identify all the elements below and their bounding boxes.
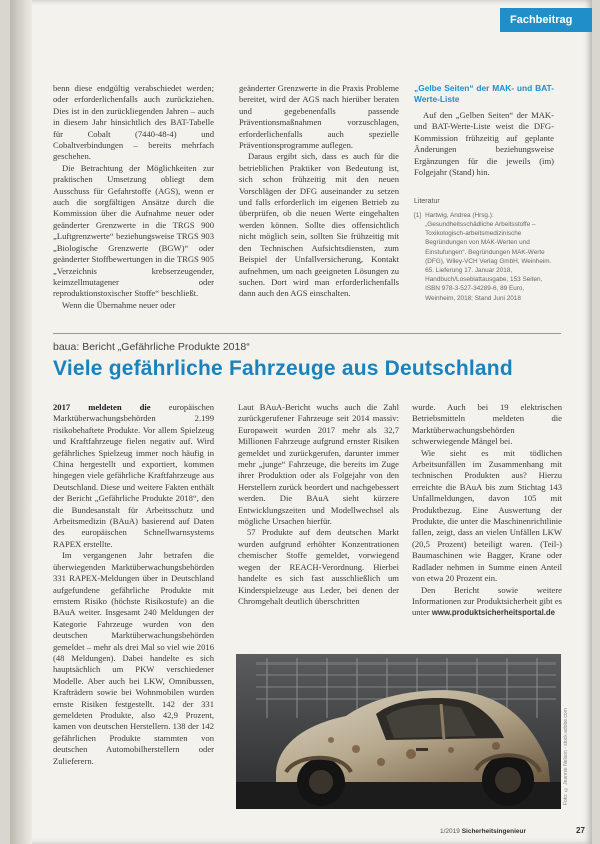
page-footer [440,828,526,835]
article-lead-in: 2017 meldeten die [53,402,151,412]
literature-heading: Literatur [414,198,440,206]
article-col2-para-2: 57 Produkte auf dem deutschen Markt wurden aufgrund erhöhter Konzentrationen chemischer Stoffe gemeldet, vorwiegend wegen der REACH-Verordnung. Hierbei handelte es sich fast ausschließlich um Kinderspielzeuge aus Leder, bei denen der Chromgehalt deutlich überschritten [238,527,399,606]
article-col3-para-1: wurde. Auch bei 19 elektrischen Betriebsmitteln meldeten die Marktüberwachungsbehörden schwerwiegende Mängel bei. [412,402,562,447]
literature-number: [1] [414,211,422,219]
article-col3-para-3 [412,585,562,619]
footer-issue: 1/2019 [440,828,460,835]
article-headline: Viele gefährliche Fahrzeuge aus Deutschland [53,357,513,380]
upper-col1-para-1: benn diese endgültig verabschiedet werden; oder erforderlichenfalls auch zurückziehen. Dies ist in den zurückliegenden Jahren – auch in diesem Jahr hinsichtlich des BAT-Tabelle für Cobalt (7440-48-4) und Cobaltverbindungen – bereits mehrfach geschehen. [53,83,214,162]
article-col1-para-1 [53,402,214,550]
article-column-3 [412,402,562,619]
upper-col1-para-3: Wenn die Übernahme neuer oder [62,299,176,310]
section-tab: Fachbeitrag [500,8,592,32]
portal-link[interactable]: www.produktsicherheitsportal.de [431,608,556,618]
article-col3-para-3-text: Den Bericht sowie weitere Informationen zur Produktsicherheit gibt es unter [412,584,562,618]
magazine-page [10,0,592,844]
upper-column-2 [239,83,399,300]
upper-column-1 [53,83,214,311]
sidebar-text: Auf den „Gelben Seiten“ der MAK- und BAT-Werte-Liste weist die DFG-Kommission frühzeitig auf geplante Änderungen beziehungsweise Ergänzungen für die jeweils (im) Folgejahr (Stand) hin. [414,110,554,178]
article-photo-rusted-car [236,654,561,809]
article-col3-para-2: Wie sieht es mit tödlichen Arbeitsunfällen im Zusammenhang mit technischen Produkten aus? Hierzu erreichte die BAuA bis zum Stichtag 143 Unfallmeldungen, davon 105 mit Produktbezug. Eine Auswertung der Produkte, die unter die Maschinenrichtlinie fallen, zeigt, dass an vielen Unfällen LKW (20,5 Prozent) beteiligt waren. (Teil-) Baumaschinen wie Bagger, Krane oder Radlader nehmen in Summe einen Anteil von etwa 20 Prozent ein. [412,447,562,584]
footer-publication: Sicherheitsingenieur [461,828,526,835]
article-kicker: baua: Bericht „Gefährliche Produkte 2018“ [53,341,250,353]
article-col2-para-1: Laut BAuA-Bericht wuchs auch die Zahl zurückgerufener Fahrzeuge seit 2014 massiv: Europaweit wurden 2017 mehr als 32,7 Millionen Fahrzeuge aufgrund ernster Risiken gemeldet und zurückgerufen, darunter immer mehr „junge“ Fahrzeuge, die bereits im Zuge ihrer Produktion oder als Folgejahr von den Herstellern zurück beordert und nachgebessert werden. Die BAuA sieht kürzere Entwicklungszeiten und Modellwechsel als mögliche Ursachen hierfür. [238,402,399,527]
sidebar-column [414,83,554,303]
literature-text: Hartwig, Andrea (Hrsg.): „Gesundheitsschädliche Arbeitsstoffe – Toxikologisch-arbeitsmedizinische Begründungen von MAK-Werten und Einstufungen“. Begründungen MAK-Werte (DFG), Wiley-VCH Verlag GmbH, Weinheim. 65. Lieferung 17. Januar 2018, Handbuch/Loseblattausgabe, 153 Seiten, ISBN 978-3-527-34289-6, 89 Euro, Weinheim, 2018; Stand Juni 2018 [425,211,552,302]
sidebar-heading: „Gelbe Seiten“ der MAK- und BAT-Werte-Liste [414,83,554,104]
article-column-2 [238,402,399,607]
article-col1-para-2: Im vergangenen Jahr betrafen die überwiegenden Marktüberwachungsbehörden 331 RAPEX-Meldungen über in Deutschland aufgefundene gefährliche Produkte mit ernstem Risiko (höchste Risikostufe) an die BAuA weiter. Insgesamt 240 Meldungen der Kategorie Fahrzeuge wurden von den deutschen Marktüberwachungsbehörden gemeldet – mehr als drei Mal so viel wie 2016 (48 Meldungen). Dabei handelte es sich hauptsächlich um PKW verschiedener Modelle. Aber auch bei LKW, Omnibussen, Krafträdern sowie bei Wohnmobilen wurden ernste Risiken festgestellt. 142 der 331 gemeldeten Produkte, also 42,9 Prozent, kamen von deutschen Herstellern. 138 der 142 gefährlichen Produkte stammten von deutschen Automobilherstellern oder Zulieferern. [53,550,214,766]
upper-col2-para-1: geänderter Grenzwerte in die Praxis Probleme bereitet, wird der AGS nach hierüber beraten und gegebenenfalls passende Präventionsmaßnahmen vorzuschlagen, erforderlichenfalls auch spezielle Präventionsprogramme auflegen. [239,83,399,151]
upper-col1-para-2: Die Betrachtung der Möglichkeiten zur praktischen Umsetzung obliegt dem Ausschuss für Gefahrstoffe (AGS), wenn er auch die sorgfältigen Ansätze durch die Kommission über die Aufnahme neuer oder geänderter Grenzwerte in die TRGS 900 „Luftgrenzwerte“ beziehungsweise TRGS 903 „Biologische Grenzwerte (BGW)“ oder geänderter Stoffbewertungen in die TRGS 905 „Verzeichnis krebserzeugender, keimzellmutagener oder reproduktionstoxischer Stoffe“ beschließt. [53,162,214,299]
article-col1-para-1-text: europäischen Marktüberwachungsbehörden 2.199 risikobehaftete Produkte. Vor allem Spielzeug und Kraftfahrzeuge fielen negativ auf. Wird gefährliches Spielzeug immer noch häufig in China hergestellt und exportiert, kommen hingegen viele gefährliche Kraftfahrzeuge aus Deutschland. Diese und weitere Fakten enthält der Bericht „Gefährliche Produkte 2018“, den die Bundesanstalt für Arbeitsschutz und Arbeitsmedizin (BAuA) basierend auf Daten des europäischen Schnellwarnsystems RAPEX erstellte. [53,402,214,549]
section-divider [53,333,561,334]
article-column-1 [53,402,214,767]
photo-credit: Foto: © Jeannie Nelson - stock.adobe.com [563,708,569,805]
car-photo-illustration [236,654,561,809]
page-number: 27 [576,826,585,835]
literature-entry [414,211,554,303]
upper-col2-para-2: Daraus ergibt sich, dass es auch für die betrieblichen Praktiker von Bedeutung ist, sich schon frühzeitig mit den neuen Vorschlägen der DFG auseinander zu setzen und falls erforderlich im eigenen Betrieb zu überprüfen, ob die neuen Werte eingehalten werden können. Sollte dies offensichtlich nicht möglich sein, sollten Sie frühzeitig mit den Technischen Aufsichtsdiensten, zum Beispiel der Unfallversicherung, Kontakt aufnehmen, um nach geeigneten Lösungen zu suchen. Dort wird man erforderlichenfalls dann auch den AGS einschalten. [239,151,399,299]
page-gutter [10,0,32,844]
